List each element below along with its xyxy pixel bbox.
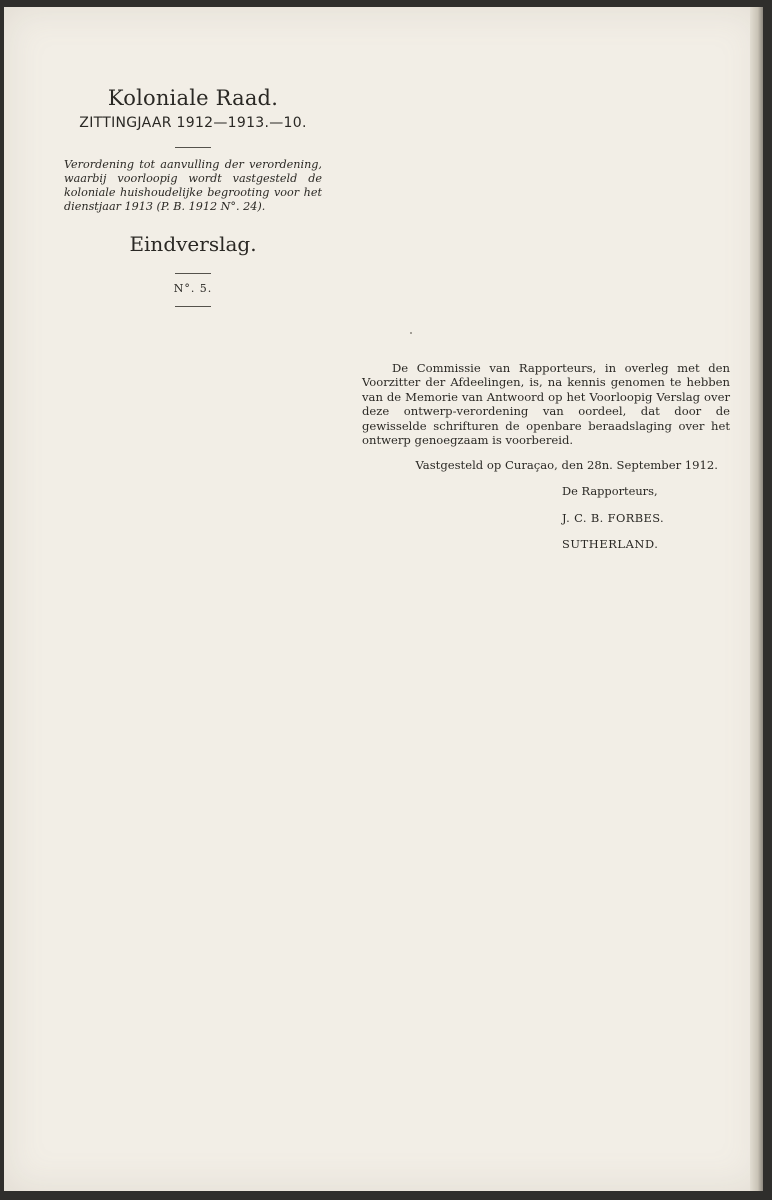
document-page xyxy=(4,7,763,1191)
page-edge xyxy=(750,7,763,1191)
body-paragraph: De Commissie van Rapporteurs, in overleg met den Voorzitter der Afdeelingen, is, na kennis genomen te hebben van de Memorie van Antwoord op het Voorloopig Verslag over deze ontwerp-verordening van oordeel, dat door de gewisselde schrifturen de openbare beraadslaging over het ontwerp genoegzaam is voorbereid. xyxy=(362,361,730,448)
report-title: Eindverslag. xyxy=(129,232,257,256)
council-title: Koloniale Raad. xyxy=(107,86,279,110)
signature-heading: De Rapporteurs, xyxy=(562,484,658,498)
paper-speck xyxy=(410,332,412,334)
ordinance-description: Verordening tot aanvulling der verordening, waarbij voorloopig wordt vastgesteld de koloniale huishoudelijke begrooting voor het dienstjaar 1913 (P. B. 1912 N°. 24). xyxy=(64,158,322,213)
signer-name: SUTHERLAND. xyxy=(562,537,659,551)
divider-rule xyxy=(175,273,211,274)
report-number: N°. 5. xyxy=(173,281,213,295)
header-column xyxy=(62,85,324,307)
divider-rule xyxy=(175,147,211,148)
date-line: Vastgesteld op Curaçao, den 28n. September 1912. xyxy=(415,458,718,472)
divider-rule xyxy=(175,306,211,307)
session-year: ZITTINGJAAR 1912—1913.—10. xyxy=(79,115,307,131)
signer-name: J. C. B. FORBES. xyxy=(562,511,665,525)
